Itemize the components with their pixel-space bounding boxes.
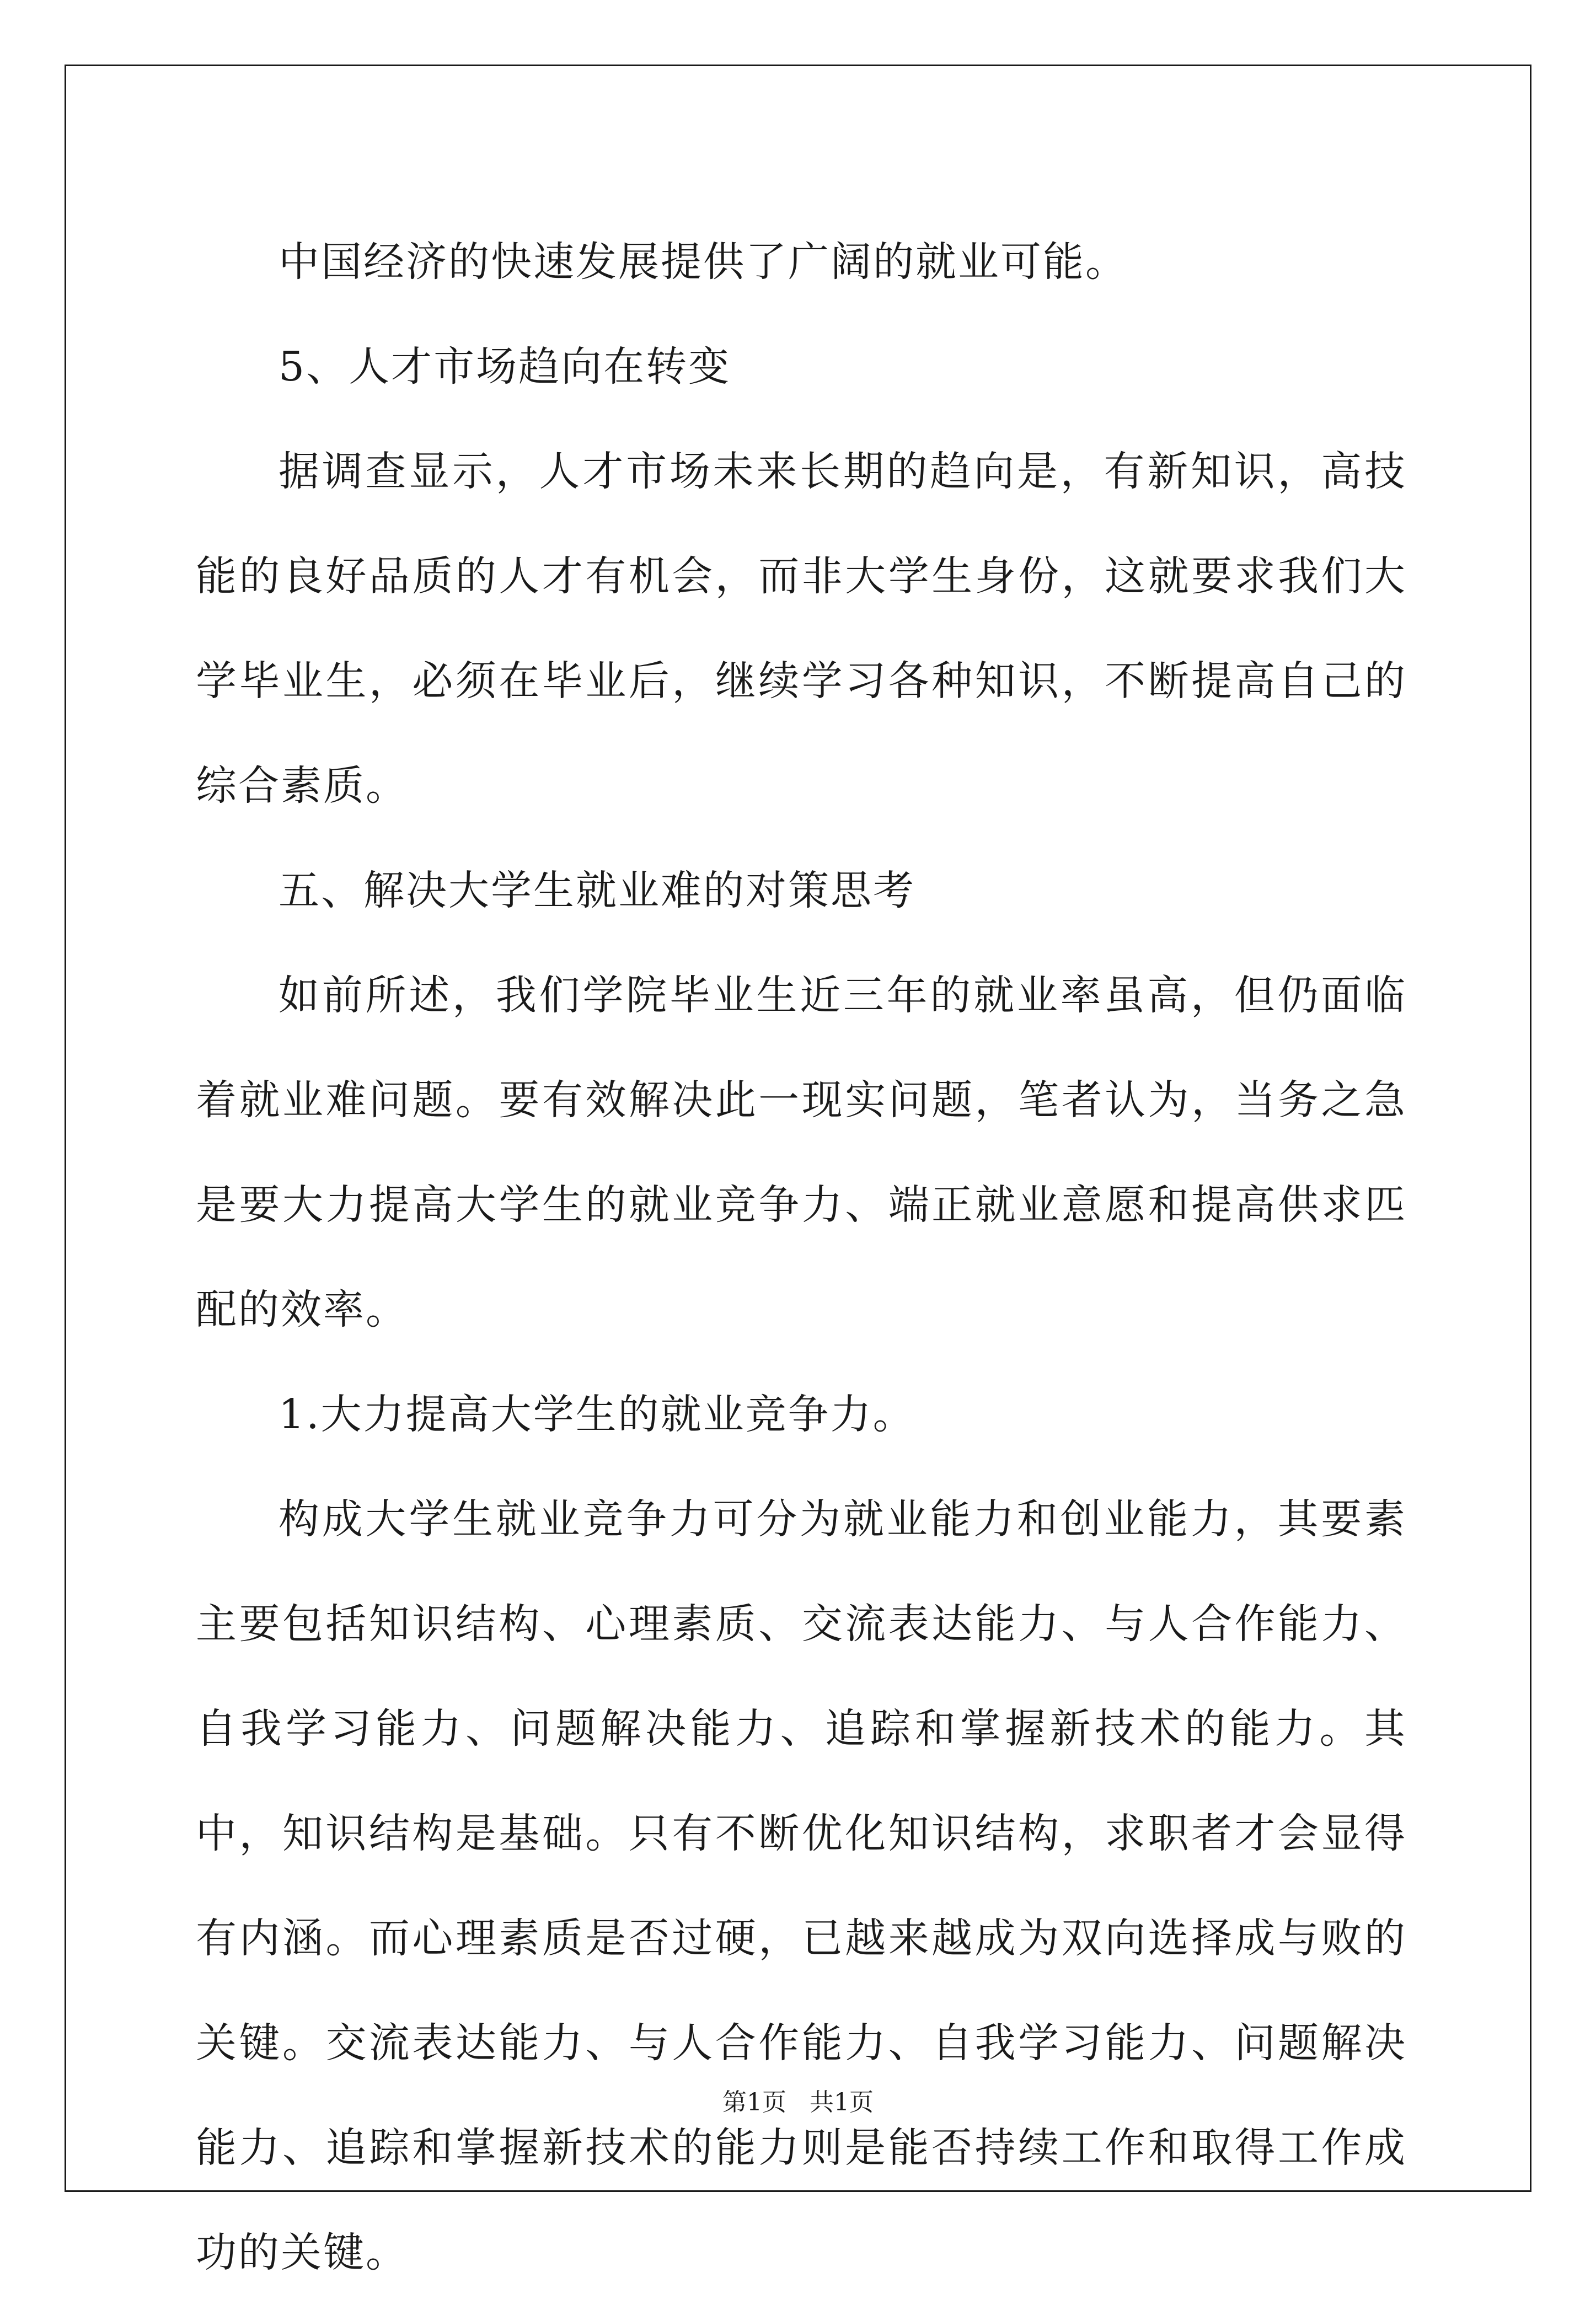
paragraph-4: 构成大学生就业竞争力可分为就业能力和创业能力，其要素主要包括知识结构、心理素质、交流表达能力、与人合作能力、自我学习能力、问题解决能力、追踪和掌握新技术的能力。其中，知识结构是基础。只有不断优化知识结构，求职者才会显得有内涵。而心理素质是否过硬，已越来越成为双向选择成与败的关键。交流表达能力、与人合作能力、自我学习能力、问题解决能力、追踪和掌握新技术的能力则是能否持续工作和取得工作成功的关键。 (196, 1495, 1407, 2276)
subheading-1: 1.大力提高大学生的就业竞争力。 (279, 1391, 915, 1438)
section-heading-five: 五、解决大学生就业难的对策思考 (279, 867, 915, 914)
page-number: 第1页 共1页 (722, 2088, 874, 2116)
heading-5: 5、人才市场趋向在转变 (279, 343, 731, 390)
document-body (196, 210, 1407, 2305)
paragraph-1: 中国经济的快速发展提供了广阔的就业可能。 (279, 238, 1128, 286)
paragraph-3: 如前所述，我们学院毕业生近三年的就业率虽高，但仍面临着就业难问题。要有效解决此一现实问题，笔者认为，当务之急是要大力提高大学生的就业竞争力、端正就业意愿和提高供求匹配的效率。 (196, 972, 1407, 1333)
paragraph-2: 据调查显示，人才市场未来长期的趋向是，有新知识，高技能的良好品质的人才有机会，而非大学生身份，这就要求我们大学毕业生，必须在毕业后，继续学习各种知识，不断提高自己的综合素质。 (196, 448, 1407, 810)
